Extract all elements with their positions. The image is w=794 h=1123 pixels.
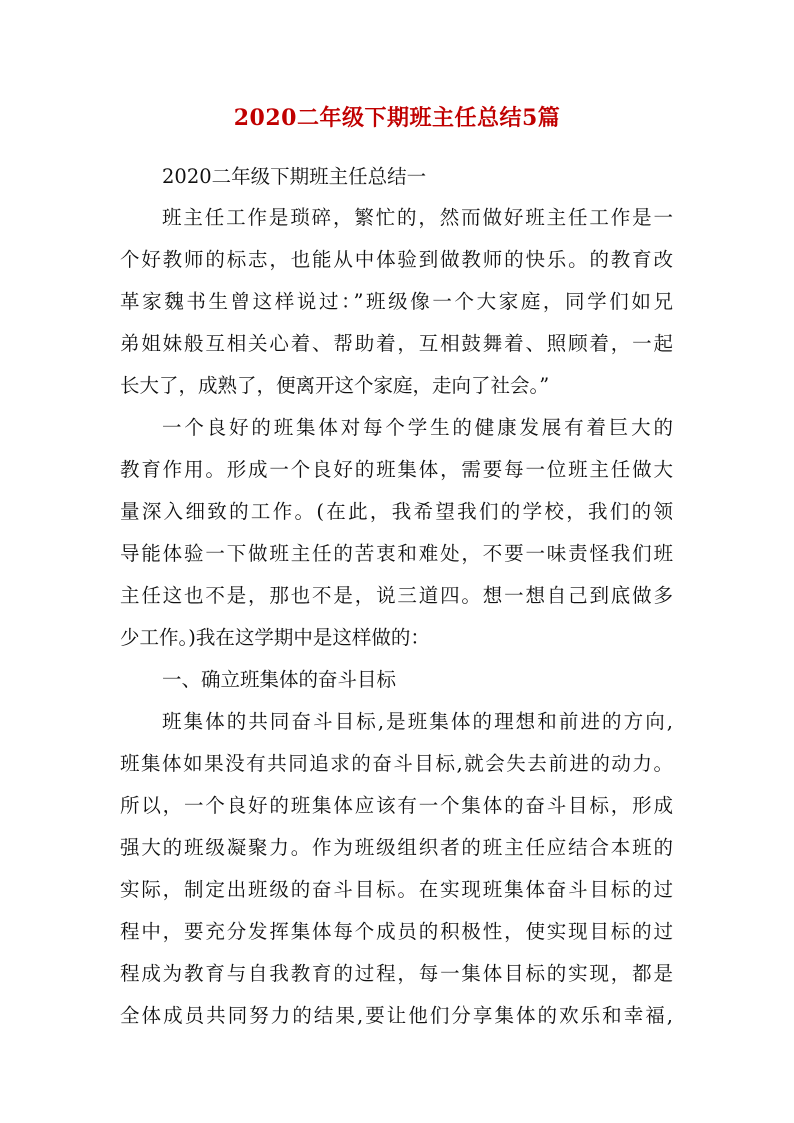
text-line: 导能体验一下做班主任的苦衷和难处，不要一味责怪我们班 <box>120 542 673 565</box>
text-line: 主任这也不是，那也不是，说三道四。想一想自己到底做多 <box>120 584 673 607</box>
text-line: 所以，一个良好的班集体应该有一个集体的奋斗目标，形成 <box>120 794 673 817</box>
text-line: 程中，要充分发挥集体每个成员的积极性，使实现目标的过 <box>120 920 673 943</box>
text-line: 班主任工作是琐碎，繁忙的，然而做好班主任工作是一 <box>162 206 673 229</box>
section-heading-1: 2020二年级下期班主任总结一 <box>162 165 427 188</box>
text-line: 教育作用。形成一个良好的班集体，需要每一位班主任做大 <box>120 458 673 481</box>
section-heading-2: 一、确立班集体的奋斗目标 <box>162 668 397 691</box>
text-line: 革家魏书生曾这样说过：”班级像一个大家庭，同学们如兄 <box>120 290 673 313</box>
text-line: 长大了，成熟了，便离开这个家庭，走向了社会。” <box>120 374 550 397</box>
text-line: 弟姐妹般互相关心着、帮助着，互相鼓舞着、照顾着，一起 <box>120 332 673 355</box>
text-line: 个好教师的标志，也能从中体验到做教师的快乐。的教育改 <box>120 248 673 271</box>
text-line: 量深入细致的工作。(在此，我希望我们的学校，我们的领 <box>120 500 673 523</box>
document-title: 2020二年级下期班主任总结5篇 <box>233 105 561 131</box>
text-line: 班集体的共同奋斗目标,是班集体的理想和前进的方向, <box>162 710 673 733</box>
text-line: 实际，制定出班级的奋斗目标。在实现班集体奋斗目标的过 <box>120 878 673 901</box>
text-line: 强大的班级凝聚力。作为班级组织者的班主任应结合本班的 <box>120 836 673 859</box>
text-line: 一个良好的班集体对每个学生的健康发展有着巨大的 <box>162 416 673 439</box>
text-line: 班集体如果没有共同追求的奋斗目标,就会失去前进的动力。 <box>120 752 673 775</box>
text-line: 全体成员共同努力的结果,要让他们分享集体的欢乐和幸福, <box>120 1004 673 1027</box>
text-line: 程成为教育与自我教育的过程，每一集体目标的实现，都是 <box>120 962 673 985</box>
text-line: 少工作。)我在这学期中是这样做的： <box>120 626 430 649</box>
